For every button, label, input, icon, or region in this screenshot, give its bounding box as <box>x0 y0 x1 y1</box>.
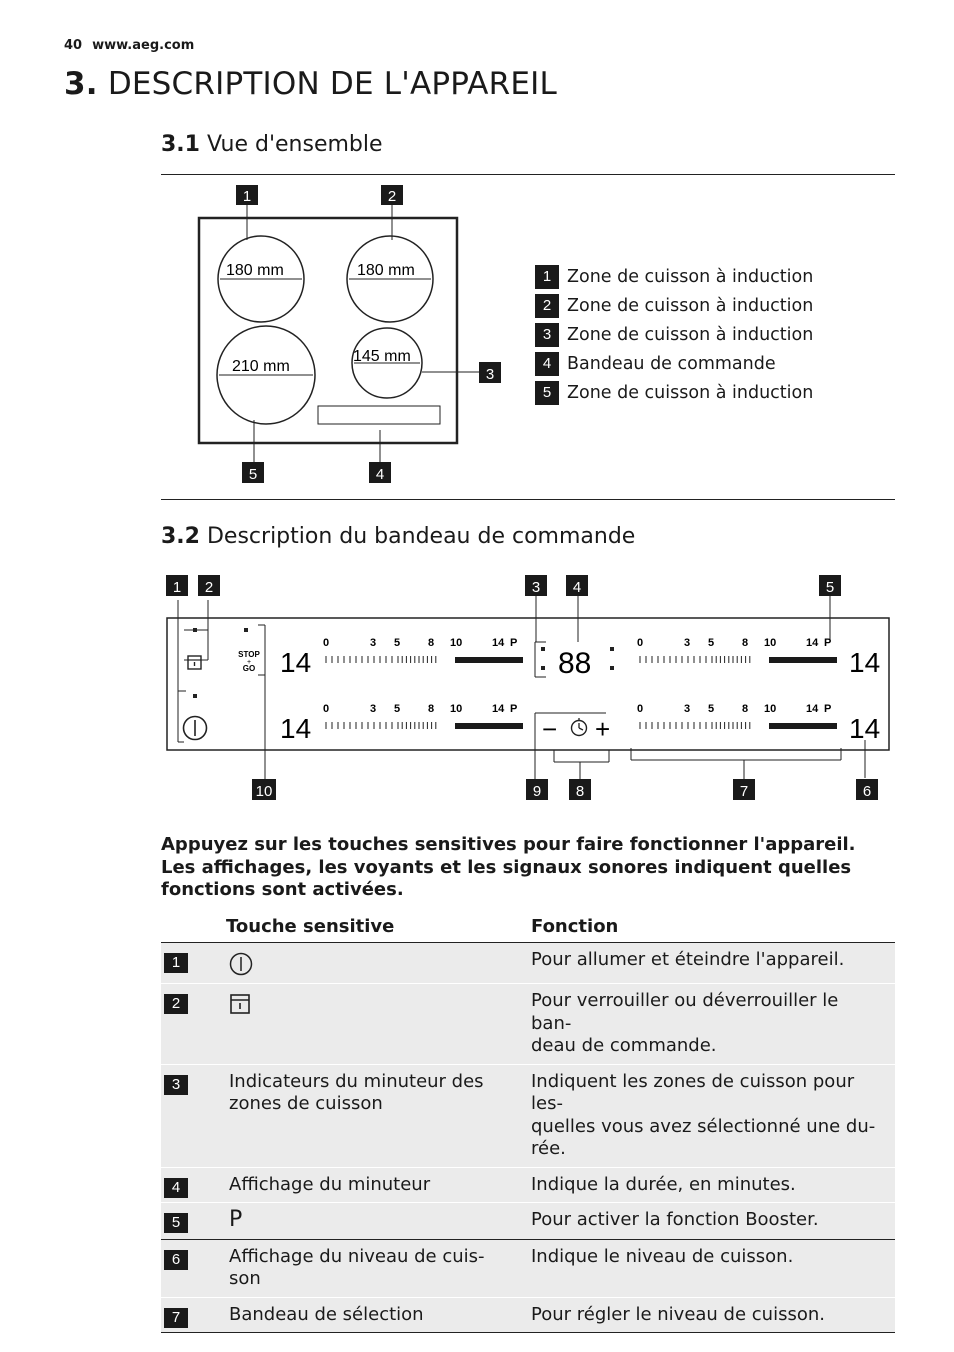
panel-callout-10-label: 10 <box>255 783 273 800</box>
legend-badge: 2 <box>535 294 559 318</box>
zone-3-size-label: 145 mm <box>353 348 411 365</box>
row-function-cell: Pour verrouiller ou déverrouiller le ban- deau de commande. <box>517 984 895 1065</box>
row-number-badge: 3 <box>164 1075 188 1095</box>
control-panel-diagram <box>160 570 896 806</box>
panel-callout-8-label: 8 <box>575 783 585 800</box>
table-row <box>161 1239 895 1297</box>
table-row <box>161 1203 895 1240</box>
timer-indicator-dot <box>541 666 545 670</box>
page-number: 40 <box>64 38 83 53</box>
callout-1-label: 1 <box>242 188 252 205</box>
subsection-title-text: Vue d'ensemble <box>206 132 383 157</box>
row-key-cell <box>216 1203 517 1240</box>
function-table <box>161 910 895 1333</box>
legend-item <box>535 352 776 376</box>
column-header-key: Touche sensitive <box>161 910 517 943</box>
page-header <box>64 38 194 53</box>
panel-callout-2-label: 2 <box>204 579 214 596</box>
row-key-cell: Affichage du niveau de cuis- son <box>216 1239 517 1297</box>
legend-badge: 3 <box>535 323 559 347</box>
zone-5-size-label: 210 mm <box>232 358 290 375</box>
table-row <box>161 1297 895 1333</box>
legend-text: Bandeau de commande <box>567 354 776 374</box>
legend-item <box>535 294 813 318</box>
legend-text: Zone de cuisson à induction <box>567 267 814 287</box>
timer-plus-button[interactable]: + <box>595 714 611 744</box>
panel-callout-3-label: 3 <box>531 579 541 596</box>
row-function-cell: Pour activer la fonction Booster. <box>517 1203 895 1240</box>
indicator-dot <box>193 694 197 698</box>
panel-callout-4-label: 4 <box>572 579 582 596</box>
legend-item <box>535 265 813 289</box>
row-number-cell <box>161 1297 216 1333</box>
panel-callout-9-label: 9 <box>532 783 542 800</box>
table-row <box>161 1064 895 1167</box>
control-panel-outline <box>318 406 440 424</box>
panel-callout-5-label: 5 <box>825 579 835 596</box>
callout-5-label: 5 <box>248 466 258 483</box>
timer-display: 88 <box>558 647 592 680</box>
table-row <box>161 1167 895 1203</box>
indicator-dot <box>244 628 248 632</box>
lock-icon <box>229 992 255 1016</box>
timer-minus-button[interactable]: − <box>542 714 558 744</box>
callout-3-label: 3 <box>485 366 495 383</box>
indicator-dot <box>193 628 197 632</box>
cooking-level-display-right-top: 14 <box>849 647 881 678</box>
divider <box>161 174 895 175</box>
legend-badge: 5 <box>535 381 559 405</box>
subsection-number: 3.2 <box>161 524 200 549</box>
table-row <box>161 943 895 984</box>
row-number-cell <box>161 1203 216 1240</box>
row-key-cell: Bandeau de sélection <box>216 1297 517 1333</box>
divider <box>161 499 895 500</box>
legend-badge: 4 <box>535 352 559 376</box>
selection-scale-1[interactable] <box>323 636 523 666</box>
row-number-badge: 4 <box>164 1178 188 1198</box>
row-number-badge: 5 <box>164 1213 188 1233</box>
legend-text: Zone de cuisson à induction <box>567 325 814 345</box>
row-key-cell: Indicateurs du minuteur des zones de cuisson <box>216 1064 517 1167</box>
row-number-badge: 1 <box>164 953 188 973</box>
booster-p-icon: P <box>229 1207 243 1232</box>
timer-indicator-dot <box>541 647 545 651</box>
row-key-cell: Affichage du minuteur <box>216 1167 517 1203</box>
row-function-cell: Indique la durée, en minutes. <box>517 1167 895 1203</box>
stop-go-button[interactable] <box>230 646 268 676</box>
timer-indicator-dot <box>610 666 614 670</box>
row-number-cell <box>161 1167 216 1203</box>
column-header-function: Fonction <box>517 910 895 943</box>
row-function-cell: Pour régler le niveau de cuisson. <box>517 1297 895 1333</box>
section-number: 3. <box>64 66 98 102</box>
legend-item <box>535 323 813 347</box>
section-title <box>64 66 557 102</box>
row-function-cell: Indiquent les zones de cuisson pour les- quelles vous avez sélectionné une du- rée. <box>517 1064 895 1167</box>
section-title-text: DESCRIPTION DE L'APPAREIL <box>107 66 557 102</box>
row-number-badge: 7 <box>164 1308 188 1328</box>
subsection-number: 3.1 <box>161 132 200 157</box>
subsection-panel-title <box>161 524 635 549</box>
site-url: www.aeg.com <box>92 38 195 53</box>
row-number-cell <box>161 1239 216 1297</box>
row-number-cell <box>161 984 216 1065</box>
power-icon <box>229 951 255 977</box>
legend-text: Zone de cuisson à induction <box>567 383 814 403</box>
hob-overview-diagram <box>190 180 520 490</box>
table-header-row <box>161 910 895 943</box>
legend-text: Zone de cuisson à induction <box>567 296 814 316</box>
selection-scale-3[interactable] <box>323 702 523 732</box>
zone-2-size-label: 180 mm <box>357 262 415 279</box>
callout-4-label: 4 <box>375 466 385 483</box>
subsection-overview-title <box>161 132 383 157</box>
cooking-level-display-left-bottom: 14 <box>280 713 312 744</box>
cooking-level-display-right-bottom: 14 <box>849 713 881 744</box>
cooking-level-display-left-top: 14 <box>280 647 312 678</box>
panel-callout-1-label: 1 <box>172 579 182 596</box>
row-number-cell <box>161 943 216 984</box>
row-key-cell <box>216 943 517 984</box>
intro-paragraph: Appuyez sur les touches sensitives pour faire fonctionner l'appareil. Les affichages, les voyants et les signaux sonores indiquent quelles fonctions sont activées. <box>161 834 856 900</box>
control-panel-drawing <box>167 594 889 788</box>
row-key-cell <box>216 984 517 1065</box>
row-function-cell: Indique le niveau de cuisson. <box>517 1239 895 1297</box>
panel-callout-7-label: 7 <box>739 783 749 800</box>
zone-1-size-label: 180 mm <box>226 262 284 279</box>
row-number-badge: 2 <box>164 994 188 1014</box>
legend-item <box>535 381 813 405</box>
row-number-cell <box>161 1064 216 1167</box>
panel-callout-6-label: 6 <box>862 783 872 800</box>
timer-indicator-dot <box>610 647 614 651</box>
legend-badge: 1 <box>535 265 559 289</box>
row-number-badge: 6 <box>164 1250 188 1270</box>
callout-2-label: 2 <box>387 188 397 205</box>
table-row <box>161 984 895 1065</box>
selection-scale-4[interactable] <box>637 702 837 732</box>
row-function-cell: Pour allumer et éteindre l'appareil. <box>517 943 895 984</box>
subsection-title-text: Description du bandeau de commande <box>206 524 636 549</box>
selection-scale-2[interactable] <box>637 636 837 666</box>
